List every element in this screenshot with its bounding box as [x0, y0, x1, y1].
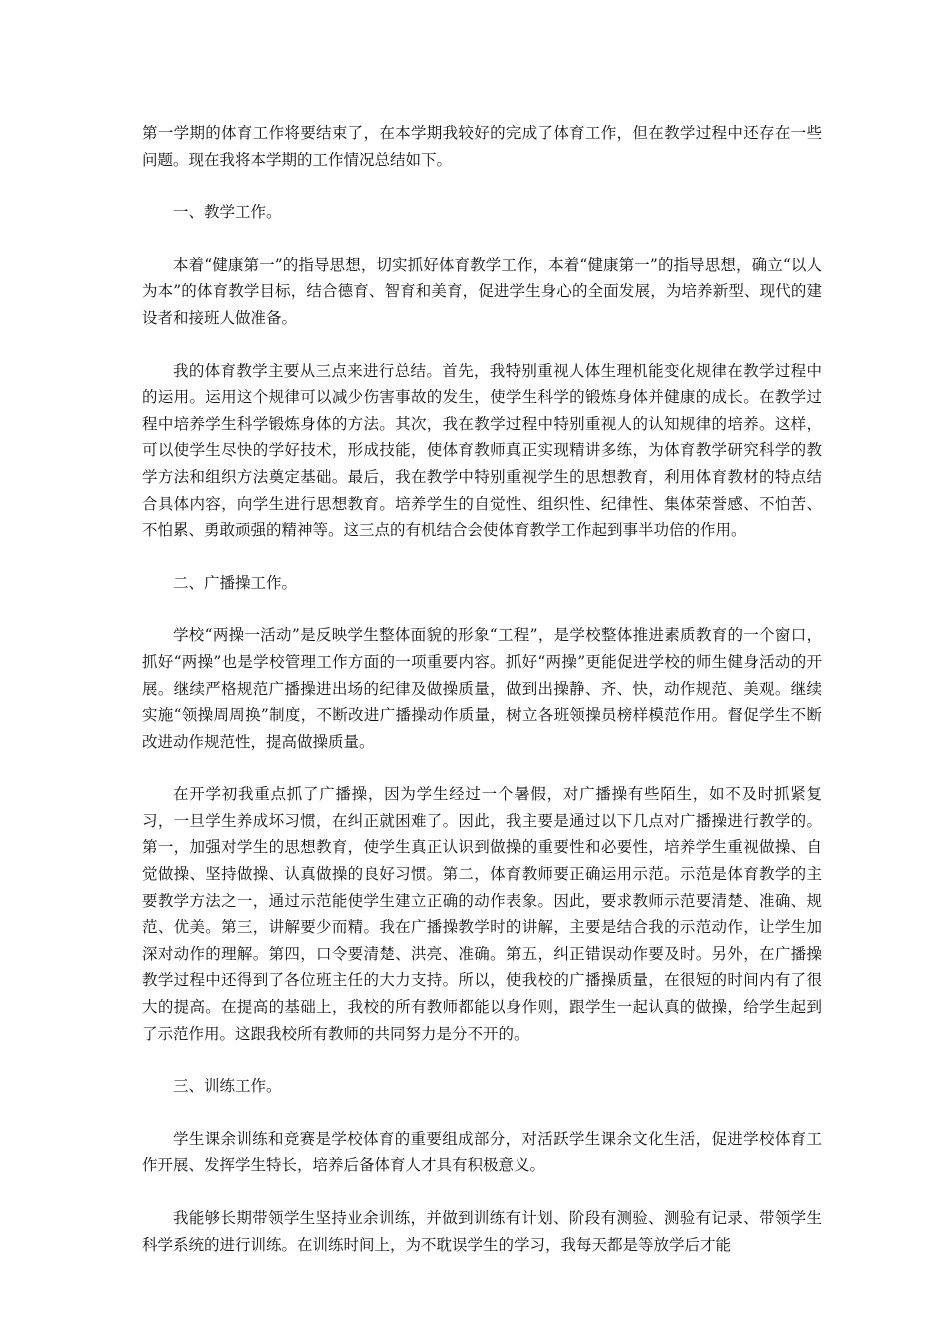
broadcast-paragraph-2: 在开学初我重点抓了广播操，因为学生经过一个暑假，对广播操有些陌生，如不及时抓紧复习，一旦学生养成坏习惯，在纠正就困难了。因此，我主要是通过以下几点对广播操进行教学的。第一，加强对学生的思想教育，使学生真正认识到做操的重要性和必要性，培养学生重视做操、自觉做操、坚持做操、认真做操的良好习惯。第二，体育教师要正确运用示范。示范是体育教学的主要教学方法之一，通过示范能使学生建立正确的动作表象。因此，要求教师示范要清楚、准确、规范、优美。第三，讲解要少而精。我在广播操教学时的讲解，主要是结合我的示范动作，让学生加深对动作的理解。第四，口令要清楚、洪亮、准确。第五，纠正错误动作要及时。另外，在广播操教学过程中还得到了各位班主任的大力支持。所以，使我校的广播操质量，在很短的时间内有了很大的提高。在提高的基础上，我校的所有教师都能以身作则，跟学生一起认真的做操，给学生起到了示范作用。这跟我校所有教师的共同努力是分不开的。	[142, 785, 822, 1043]
intro-paragraph: 第一学期的体育工作将要结束了，在本学期我较好的完成了体育工作，但在教学过程中还存在一些问题。现在我将本学期的工作情况总结如下。	[142, 124, 822, 169]
section-heading-broadcast-exercise: 二、广播操工作。	[173, 573, 298, 592]
section-heading-training: 三、训练工作。	[173, 1077, 282, 1096]
teaching-paragraph-1: 本着“健康第一”的指导思想，切实抓好体育教学工作，本着“健康第一”的指导思想，确立“以人为本”的体育教学目标，结合德育、智育和美育，促进学生身心的全面发展，为培养新型、现代的建设者和接班人做准备。	[142, 255, 822, 327]
teaching-paragraph-2: 我的体育教学主要从三点来进行总结。首先，我特别重视人体生理机能变化规律在教学过程中的运用。运用这个规律可以减少伤害事故的发生，使学生科学的锻炼身体并健康的成长。在教学过程中培养学生科学锻炼身体的方法。其次，我在教学过程中特别重视人的认知规律的培养。这样，可以使学生尽快的学好技术，形成技能，使体育教师真正实现精讲多练，为体育教学研究科学的教学方法和组织方法奠定基础。最后，我在教学中特别重视学生的思想教育，利用体育教材的特点结合具体内容，向学生进行思想教育。培养学生的自觉性、组织性、纪律性、集体荣誉感、不怕苦、不怕累、勇敢顽强的精神等。这三点的有机结合会使体育教学工作起到事半功倍的作用。	[142, 361, 822, 540]
training-paragraph-1: 学生课余训练和竞赛是学校体育的重要组成部分，对活跃学生课余文化生活，促进学校体育工作开展、发挥学生特长，培养后备体育人才具有积极意义。	[142, 1129, 822, 1175]
section-heading-teaching: 一、教学工作。	[173, 203, 282, 222]
training-paragraph-2: 我能够长期带领学生坚持业余训练，并做到训练有计划、阶段有测验、测验有记录、带领学生科学系统的进行训练。在训练时间上，为不耽误学生的学习，我每天都是等放学后才能	[142, 1209, 822, 1254]
document-body	[142, 120, 822, 1284]
broadcast-paragraph-1: 学校“两操一活动”是反映学生整体面貌的形象“工程”，是学校整体推进素质教育的一个窗口，抓好“两操”也是学校管理工作方面的一项重要内容。抓好“两操”更能促进学校的师生健身活动的开展。继续严格规范广播操进出场的纪律及做操质量，做到出操静、齐、快，动作规范、美观。继续实施“领操周周换”制度，不断改进广播操动作质量，树立各班领操员榜样模范作用。督促学生不断改进动作规范性，提高做操质量。	[142, 626, 822, 751]
